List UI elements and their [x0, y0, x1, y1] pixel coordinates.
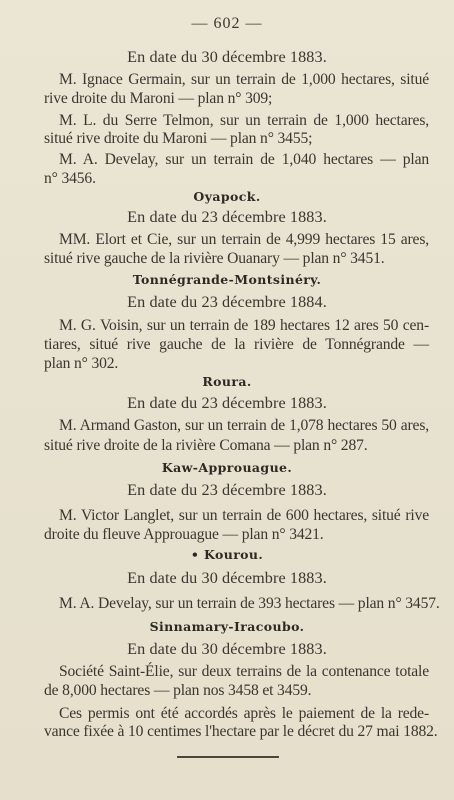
entry-line: M. L. du Serre Telmon, sur un terrain de 1,000 hectares,	[59, 112, 429, 129]
section-heading: Sinnamary-Iracoubo.	[149, 619, 305, 634]
section-heading	[0, 549, 454, 562]
section-date: En date du 23 décembre 1883.	[127, 208, 327, 226]
section-date: En date du 23 décembre 1884.	[127, 293, 327, 311]
closing-note-line: Ces permis ont été accordés après le paiement de la rede-	[59, 705, 429, 722]
entry-line: droite du fleuve Approuague — plan n° 3421.	[44, 526, 324, 543]
entry-line: situé rive droite de la rivière Comana — plan n° 287.	[44, 437, 368, 454]
entry-line: plan n° 302.	[44, 355, 119, 372]
section-date: En date du 23 décembre 1883.	[127, 394, 327, 412]
section-heading: Oyapock.	[193, 189, 261, 204]
end-rule	[177, 756, 279, 758]
entry-line: M. A. Develay, sur un terrain de 1,040 hectares — plan	[59, 151, 429, 168]
page-number: — 602 —	[191, 15, 263, 32]
entry-line: M. A. Develay, sur un terrain de 393 hectares — plan n° 3457.	[59, 595, 440, 612]
entry-line: M. G. Voisin, sur un terrain de 189 hectares 12 ares 50 cen-	[59, 317, 429, 334]
entry-line: n° 3456.	[44, 170, 96, 187]
entry-line: tiares, situé rive gauche de la rivière de Tonnégrande —	[44, 336, 429, 353]
section-heading: Roura.	[202, 374, 252, 389]
section-date: En date du 23 décembre 1883.	[127, 481, 327, 499]
section-heading-text: Kourou.	[203, 547, 264, 562]
section-date: En date du 30 décembre 1883.	[127, 569, 327, 587]
entry-line: M. Ignace Germain, sur un terrain de 1,000 hectares, situé	[59, 71, 429, 88]
section-heading: Tonnégrande-Montsinéry.	[132, 272, 322, 287]
entry-line: situé rive gauche de la rivière Ouanary — plan n° 3451.	[44, 250, 385, 267]
entry-line: de 8,000 hectares — plan nos 3458 et 3459.	[44, 682, 312, 699]
entry-line: Société Saint-Élie, sur deux terrains de la contenance totale	[59, 663, 429, 680]
entry-line: M. Victor Langlet, sur un terrain de 600 hectares, situé rive	[59, 507, 429, 524]
entry-line: situé rive droite du Maroni — plan n° 3455;	[44, 130, 313, 147]
closing-note-line: vance fixée à 10 centimes l'hectare par le décret du 27 mai 1882.	[44, 723, 438, 740]
entry-line: MM. Elort et Cie, sur un terrain de 4,999 hectares 15 ares,	[59, 231, 429, 248]
section-date: En date du 30 décembre 1883.	[127, 48, 327, 66]
section-date: En date du 30 décembre 1883.	[127, 640, 327, 658]
bullet-marker: •	[190, 547, 204, 562]
entry-line: M. Armand Gaston, sur un terrain de 1,078 hectares 50 ares,	[59, 417, 429, 434]
section-heading: Kaw-Approuague.	[161, 460, 293, 475]
entry-line: rive droite du Maroni — plan n° 309;	[44, 90, 273, 107]
